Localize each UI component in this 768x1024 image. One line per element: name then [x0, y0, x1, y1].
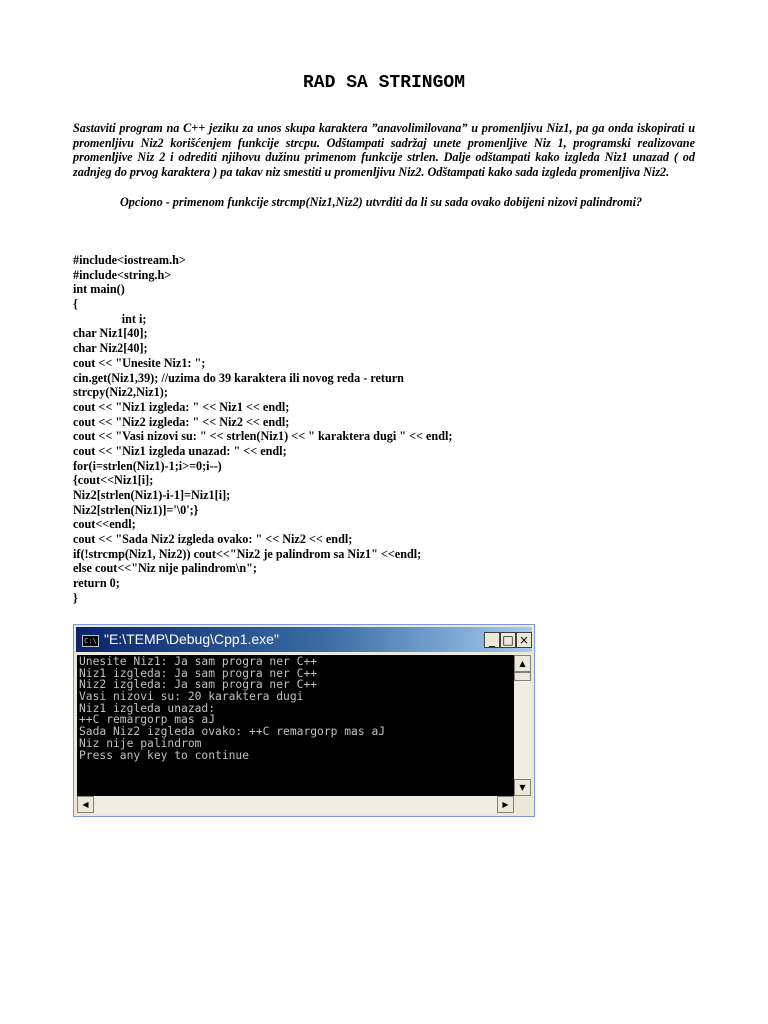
code-line: for(i=strlen(Niz1)-1;i>=0;i--) [73, 458, 222, 473]
console-titlebar[interactable] [76, 627, 532, 652]
console-output-line: Vasi nizovi su: 20 karaktera dugi [79, 690, 304, 704]
code-line: int main() [73, 282, 125, 297]
code-line: strcpy(Niz2,Niz1); [73, 385, 168, 400]
maximize-button[interactable]: □ [500, 632, 516, 648]
scrollbar-corner [514, 796, 531, 813]
code-listing [73, 253, 452, 606]
code-line: if(!strcmp(Niz1, Niz2)) cout<<"Niz2 je palindrom sa Niz1" <<endl; [73, 546, 422, 561]
code-line: else cout<<"Niz nije palindrom\n"; [73, 561, 257, 576]
code-line: int i; [73, 311, 147, 326]
code-line: cout << "Niz1 izgleda unazad: " << endl; [73, 443, 287, 458]
code-line: } [73, 590, 78, 605]
code-line: return 0; [73, 576, 120, 591]
code-line: cin.get(Niz1,39); //uzima do 39 karaktera ili novog reda - return [73, 370, 404, 385]
console-window-title: "E:\TEMP\Debug\Cpp1.exe" [104, 631, 279, 647]
code-line: #include<string.h> [73, 267, 172, 282]
code-line: cout << "Niz1 izgleda: " << Niz1 << endl; [73, 399, 290, 414]
code-line: cout<<endl; [73, 517, 136, 532]
minimize-button[interactable]: _ [484, 632, 500, 648]
code-line: cout << "Unesite Niz1: "; [73, 355, 206, 370]
vertical-scrollbar[interactable] [514, 655, 531, 796]
horizontal-scrollbar[interactable] [77, 796, 514, 813]
code-line: cout << "Sada Niz2 izgleda ovako: " << Niz2 << endl; [73, 532, 353, 547]
console-window [73, 624, 535, 817]
vertical-scroll-thumb[interactable] [514, 672, 531, 681]
scroll-down-arrow-icon[interactable]: ▼ [514, 779, 531, 796]
scroll-left-arrow-icon[interactable]: ◀ [77, 796, 94, 813]
console-output-line: ++C remargorp mas aJ [79, 713, 216, 727]
close-button[interactable]: × [516, 632, 532, 648]
console-output-line: Press any key to continue [79, 748, 250, 762]
console-output-line: Niz1 izgleda: Ja sam progra ner C++ [79, 666, 318, 680]
code-line: Niz2[strlen(Niz1)-i-1]=Niz1[i]; [73, 488, 231, 502]
task-optional-note: Opciono - primenom funkcije strcmp(Niz1,Niz2) utvrditi da li su sada ovako dobijeni nizovi palindromi? [120, 195, 643, 209]
code-line: { [73, 297, 78, 312]
scroll-right-arrow-icon[interactable]: ▶ [497, 796, 514, 813]
console-output-line: Niz2 izgleda: Ja sam progra ner C++ [79, 678, 318, 692]
code-line: cout << "Niz2 izgleda: " << Niz2 << endl; [73, 414, 290, 429]
task-description: Sastaviti program na C++ jeziku za unos skupa karaktera ”anavolimilovana” u promenljivu Niz1, pa ga onda iskopirati u promenljivu Niz2 korišćenjem funkcije strcpu. Odštampati sadržaj unete promenljive Niz 1, programski realizovane promenljive Niz 2 i odrediti njihovu dužinu primenom funkcije strlen. Dalje odštampati kako izgleda Niz1 unazad ( od zadnjeg do prvog karaktera ) pa takav niz smestiti u promenljivu Niz2. Odštampati kako sada izgleda promenljiva Niz2. [73, 121, 695, 179]
console-output-line: Niz1 izgleda unazad: [79, 701, 216, 715]
console-output [77, 655, 514, 761]
console-output-line: Sada Niz2 izgleda ovako: ++C remargorp mas aJ [79, 725, 386, 739]
code-line: char Niz2[40]; [73, 341, 148, 356]
code-line: Niz2[strlen(Niz1)]='\0';} [73, 502, 199, 517]
code-line: char Niz1[40]; [73, 326, 148, 341]
console-output-area[interactable] [77, 655, 514, 796]
code-line: cout << "Vasi nizovi su: " << strlen(Niz1) << " karaktera dugi " << endl; [73, 429, 453, 444]
console-output-line: Niz nije palindrom [79, 736, 202, 750]
code-line: {cout<<Niz1[i]; [73, 473, 154, 488]
scroll-up-arrow-icon[interactable]: ▲ [514, 655, 531, 672]
console-output-line: Unesite Niz1: Ja sam progra ner C++ [79, 655, 318, 668]
page-title: RAD SA STRINGOM [302, 73, 466, 93]
console-app-icon: C:\ [82, 635, 99, 647]
code-line: #include<iostream.h> [73, 253, 186, 267]
